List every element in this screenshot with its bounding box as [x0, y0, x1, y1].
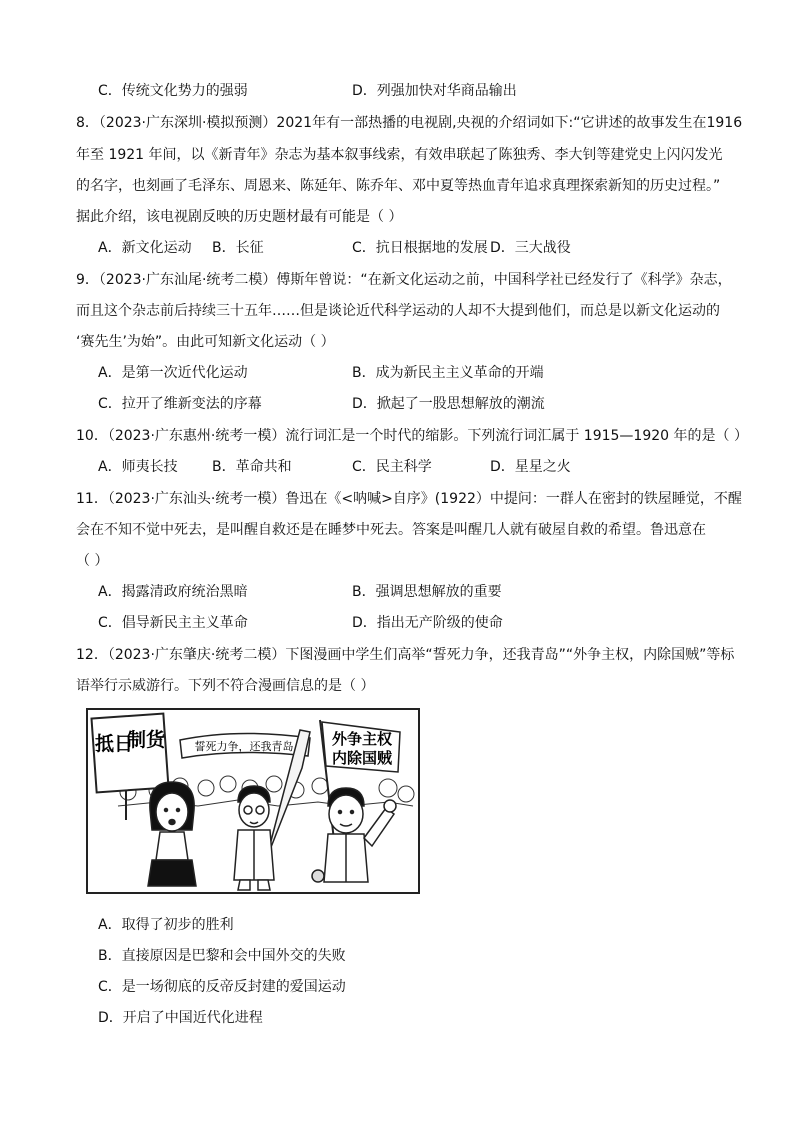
- q7-option-d: D．列强加快对华商品输出: [352, 83, 517, 99]
- cartoon-drawing: [88, 710, 418, 892]
- sign-right-line-2: 内除国贼: [331, 749, 393, 767]
- q11-stem-line-3: （ ）: [76, 553, 109, 569]
- q12-stem-line-1: 12．（2023·广东肇庆·统考二模）下图漫画中学生们高举“誓死力争，还我青岛”“外争主权，内除国贼”等标: [76, 647, 735, 663]
- q9-option-b: B．成为新民主主义革命的开端: [352, 365, 544, 381]
- q10-option-c: C．民主科学: [352, 459, 432, 475]
- q10-option-b: B．革命共和: [212, 459, 292, 475]
- q9-stem-line-1: 9．（2023·广东汕尾·统考二模）傅斯年曾说：“在新文化运动之前，中国科学社已经发行了《科学》杂志，: [76, 272, 732, 288]
- q8-stem-line-3: 的名字，也刻画了毛泽东、周恩来、陈延年、陈乔年、邓中夏等热血青年追求真理探索新知的历史过程。”: [76, 178, 721, 194]
- banner-middle-text: 誓死力争，还我青岛: [194, 740, 294, 753]
- q12-stem-line-2: 语举行示威游行。下列不符合漫画信息的是（ ）: [76, 678, 375, 694]
- q10-option-d: D．星星之火: [490, 459, 571, 475]
- q9-stem-line-2: 而且这个杂志前后持续三十五年……但是谈论近代科学运动的人却不大提到他们，而总是以新文化运动的: [76, 303, 720, 319]
- q8-option-c: C．抗日根据地的发展: [352, 240, 488, 256]
- q7-option-c: C．传统文化势力的强弱: [98, 83, 248, 99]
- sign-right-line-1: 外争主权: [331, 730, 393, 748]
- q12-option-b: B．直接原因是巴黎和会中国外交的失败: [98, 948, 346, 964]
- q12-option-a: A．取得了初步的胜利: [98, 917, 234, 933]
- q11-option-d: D．指出无产阶级的使命: [352, 615, 503, 631]
- q8-stem-line-2: 年至 1921 年间，以《新青年》杂志为基本叙事线索，有效串联起了陈独秀、李大钊等建党史上闪闪发光: [76, 147, 723, 163]
- q12-option-d: D．开启了中国近代化进程: [98, 1010, 263, 1026]
- q9-option-d: D．掀起了一股思想解放的潮流: [352, 396, 545, 412]
- q11-option-c: C．倡导新民主主义革命: [98, 615, 248, 631]
- may-fourth-cartoon: [86, 708, 420, 894]
- q9-option-a: A．是第一次近代化运动: [98, 365, 248, 381]
- sign-left-col-2: 制货: [126, 729, 166, 751]
- q10-stem-line-1: 10．（2023·广东惠州·统考一模）流行词汇是一个时代的缩影。下列流行词汇属于 1915—1920 年的是（ ）: [76, 428, 748, 444]
- banner-middle: [180, 733, 310, 758]
- sign-left-col-1-text: 抵日: [94, 733, 134, 755]
- q11-option-b: B．强调思想解放的重要: [352, 584, 502, 600]
- q9-option-c: C．拉开了维新变法的序幕: [98, 396, 262, 412]
- q9-stem-line-3: ‘赛先生’为始”。由此可知新文化运动（ ）: [76, 334, 335, 350]
- q8-stem-line-1: 8．（2023·广东深圳·模拟预测）2021年有一部热播的电视剧,央视的介绍词如下:“它讲述的故事发生在1916: [76, 115, 743, 131]
- q8-stem-line-4: 据此介绍，该电视剧反映的历史题材最有可能是（ ）: [76, 209, 403, 225]
- q8-option-a: A．新文化运动: [98, 240, 192, 256]
- q10-option-a: A．师夷长技: [98, 459, 178, 475]
- q11-stem-line-1: 11．（2023·广东汕头·统考一模）鲁迅在《<呐喊>自序》(1922）中提问：一群人在密封的铁屋睡觉，不醒: [76, 491, 742, 507]
- q12-option-c: C．是一场彻底的反帝反封建的爱国运动: [98, 979, 346, 995]
- q11-option-a: A．揭露清政府统治黑暗: [98, 584, 248, 600]
- q8-option-d: D．三大战役: [490, 240, 571, 256]
- q11-stem-line-2: 会在不知不觉中死去，是叫醒自救还是在睡梦中死去。答案是叫醒几人就有破屋自救的希望。鲁迅意在: [76, 522, 706, 538]
- q8-option-b: B．长征: [212, 240, 264, 256]
